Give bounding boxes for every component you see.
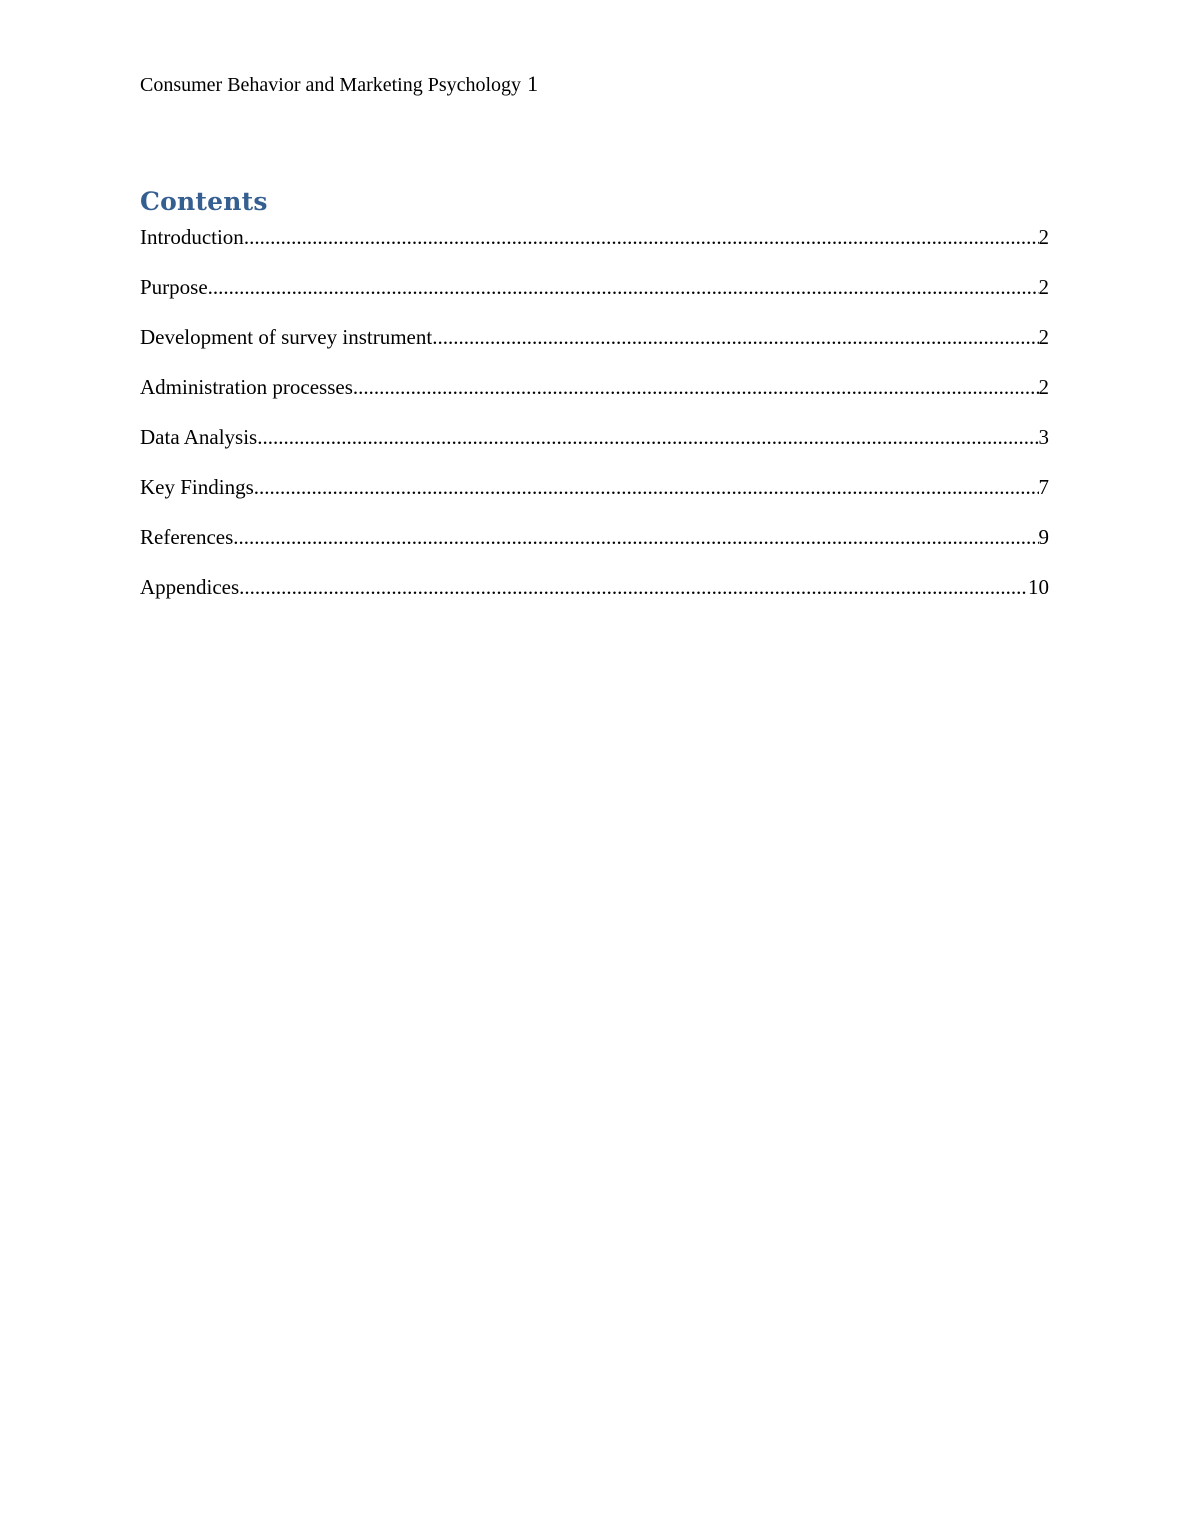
toc-entry-references[interactable] (140, 522, 1049, 572)
dot-leader (233, 522, 1038, 552)
dot-leader (432, 322, 1038, 352)
toc-entry-purpose[interactable] (140, 272, 1049, 322)
toc-entry-label: Purpose (140, 275, 208, 299)
toc-entry-page: 2 (1038, 275, 1049, 299)
toc-heading: Contents (140, 187, 268, 216)
toc-entry-administration-processes[interactable] (140, 372, 1049, 422)
toc-entry-label: Development of survey instrument (140, 325, 433, 349)
header-title: Consumer Behavior and Marketing Psychology (140, 74, 522, 96)
dot-leader (208, 272, 1039, 302)
toc-entry-page: 10 (1028, 575, 1049, 599)
toc-entry-introduction[interactable] (140, 222, 1049, 272)
toc-entry-label: References (140, 525, 234, 549)
toc-entry-page: 2 (1038, 225, 1049, 249)
toc-entry-key-findings[interactable] (140, 472, 1049, 522)
dot-leader (254, 472, 1039, 502)
table-of-contents (140, 222, 1049, 622)
toc-entry-page: 9 (1038, 525, 1049, 549)
toc-entry-page: 2 (1038, 325, 1049, 349)
dot-leader (353, 372, 1039, 402)
toc-entry-page: 2 (1038, 375, 1049, 399)
toc-entry-label: Data Analysis (140, 425, 258, 449)
toc-entry-label: Appendices (140, 575, 240, 599)
toc-entry-label: Key Findings (140, 475, 254, 499)
header-page-number: 1 (527, 71, 539, 96)
dot-leader (257, 422, 1038, 452)
toc-entry-page: 7 (1038, 475, 1049, 499)
page-header (140, 70, 538, 99)
dot-leader (239, 572, 1028, 602)
toc-entry-label: Introduction (140, 225, 244, 249)
dot-leader (244, 222, 1039, 252)
toc-entry-data-analysis[interactable] (140, 422, 1049, 472)
toc-entry-label: Administration processes (140, 375, 353, 399)
toc-entry-development-of-survey-instrument[interactable] (140, 322, 1049, 372)
toc-entry-appendices[interactable] (140, 572, 1049, 622)
toc-entry-page: 3 (1038, 425, 1049, 449)
